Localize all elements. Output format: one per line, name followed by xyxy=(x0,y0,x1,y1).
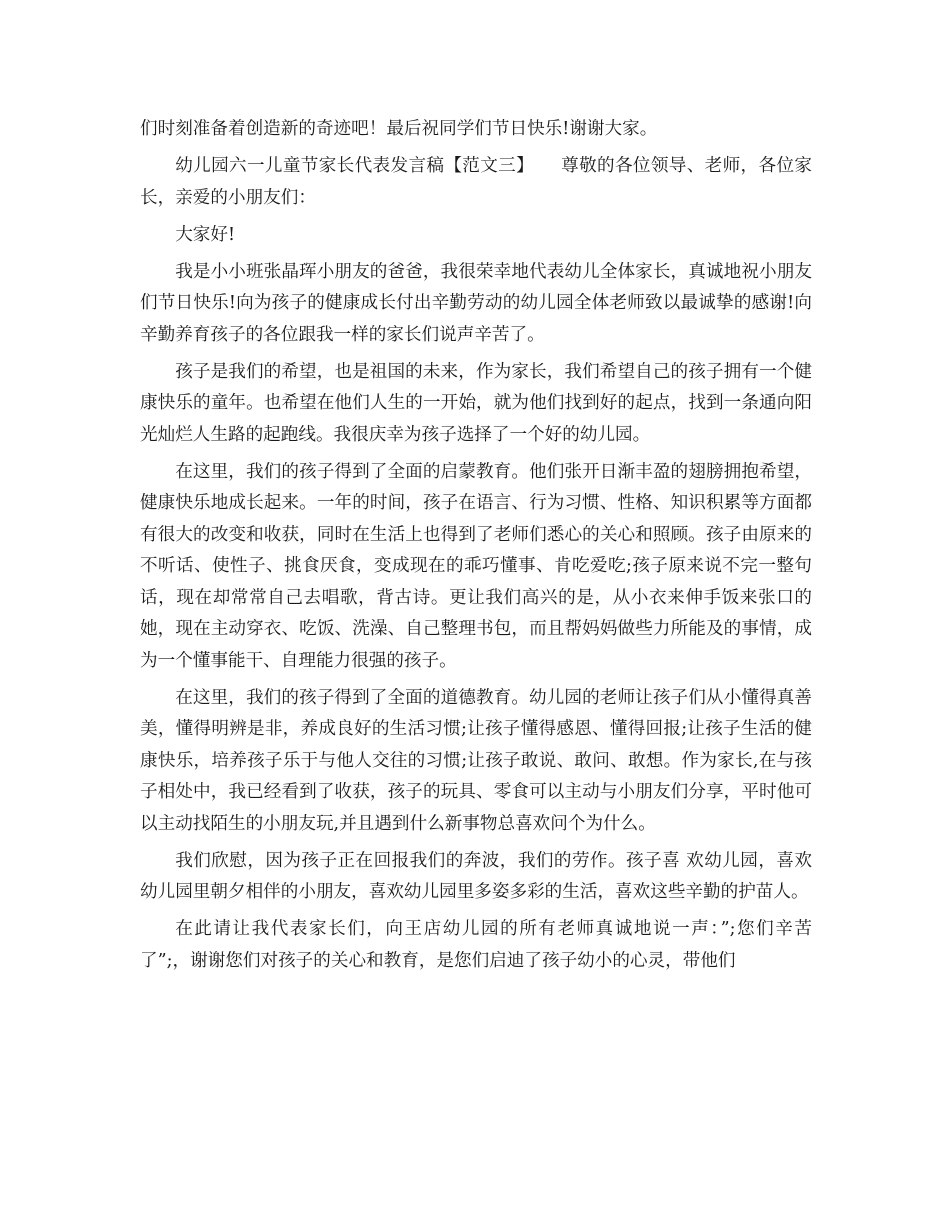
paragraph-1: 们时刻准备着创造新的奇迹吧！最后祝同学们节日快乐!谢谢大家。 xyxy=(140,119,658,139)
paragraph-3: 大家好! xyxy=(175,224,236,245)
paragraph-4: 我是小小班张晶珲小朋友的爸爸，我很荣幸地代表幼儿全体家长，真诚地祝小朋友们节日快乐!向为孩子的健康成长付出辛勤劳动的幼儿园全体老师致以最诚挚的感谢!向辛勤养育孩子的各位跟我一样的家长们说声辛苦了。 xyxy=(140,261,812,345)
document-body xyxy=(140,114,812,983)
paragraph-8: 我们欣慰，因为孩子正在回报我们的奔波，我们的劳作。孩子喜 欢幼儿园，喜欢幼儿园里朝夕相伴的小朋友，喜欢幼儿园里多姿多彩的生活，喜欢这些辛勤的护苗人。 xyxy=(140,850,812,902)
paragraph-9: 在此请让我代表家长们，向王店幼儿园的所有老师真诚地说一声：”;您们辛苦了”;，谢谢您们对孩子的关心和教育，是您们启迪了孩子幼小的心灵，带他们 xyxy=(140,919,812,971)
paragraph-7: 在这里，我们的孩子得到了全面的道德教育。幼儿园的老师让孩子们从小懂得真善美，懂得明辨是非，养成良好的生活习惯;让孩子懂得感恩、懂得回报;让孩子生活的健康快乐，培养孩子乐于与他人交往的习惯;让孩子敢说、敢问、敢想。作为家长,在与孩子相处中，我已经看到了收获，孩子的玩具、零食可以主动与小朋友们分享，平时他可以主动找陌生的小朋友玩,并且遇到什么新事物总喜欢问个为什么。 xyxy=(140,687,812,834)
paragraph-5: 孩子是我们的希望，也是祖国的未来，作为家长，我们希望自己的孩子拥有一个健康快乐的童年。也希望在他们人生的一开始，就为他们找到好的起点，找到一条通向阳光灿烂人生路的起跑线。我很庆幸为孩子选择了一个好的幼儿园。 xyxy=(140,361,812,445)
paragraph-6: 在这里，我们的孩子得到了全面的启蒙教育。他们张开日渐丰盈的翅膀拥抱希望，健康快乐地成长起来。一年的时间，孩子在语言、行为习惯、性格、知识积累等方面都有很大的改变和收获，同时在生活上也得到了老师们悉心的关心和照顾。孩子由原来的不听话、使性子、挑食厌食，变成现在的乖巧懂事、肯吃爱吃;孩子原来说不完一整句话，现在却常常自己去唱歌，背古诗。更让我们高兴的是，从小衣来伸手饭来张口的她，现在主动穿衣、吃饭、洗澡、自己整理书包，而且帮妈妈做些力所能及的事情，成为一个懂事能干、自理能力很强的孩子。 xyxy=(140,461,812,671)
paragraph-2: 幼儿园六一儿童节家长代表发言稿【范文三】 尊敬的各位领导、老师，各位家长，亲爱的小朋友们： xyxy=(140,156,812,208)
